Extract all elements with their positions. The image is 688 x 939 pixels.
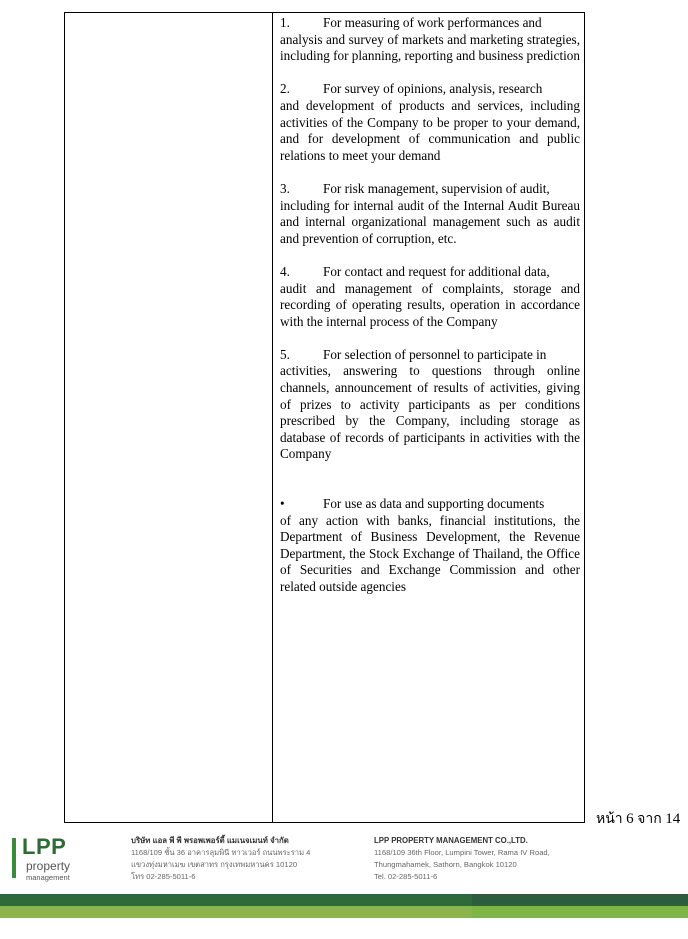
english-phone: Tel. 02-285-5011-6 [374,872,438,881]
item-text: including for internal audit of the Internal Audit Bureau and internal organizational management such as audit and prevention of corruption, etc. [280,197,580,246]
page-current: 6 [626,811,634,827]
thai-company-name: บริษัท แอล พี พี พรอพเพอร์ตี้ แมเนจเมนท์ จำกัด [131,836,289,845]
item-first-line: For selection of personnel to participate in [323,346,547,362]
item-number: 2. [280,81,290,97]
item-number: 5. [280,346,290,362]
column-divider [272,13,273,822]
bullet-icon: • [280,496,285,512]
english-company-name: LPP PROPERTY MANAGEMENT CO.,LTD. [374,836,528,845]
footer-band-light-right [472,906,688,918]
item-text: audit and management of complaints, storage and recording of operating results, operation in accordance with the internal process of the Company [280,280,580,329]
item-first-line: For use as data and supporting documents [323,496,545,512]
item-text: activities, answering to questions through online channels, announcement of results of activities, giving of prizes to activity participants as per conditions prescribed by the Company, including storage as database of records of participants in activities with the Company [280,363,580,462]
item-number: 4. [280,263,290,279]
item-text: and development of products and services, including activities of the Company to be proper to your demand, and for development of communication and public relations to meet your demand [280,97,580,163]
logo-sub-text: property [26,859,71,873]
list-item [280,81,580,164]
logo-sub2-text: management [26,873,70,882]
item-text: analysis and survey of markets and marketing strategies, including for planning, reporting and business prediction [280,31,580,64]
footer [0,828,688,939]
list-item [280,15,580,65]
thai-address-line: 1168/109 ชั้น 36 อาคารลุมพินี ทาวเวอร์ ถนนพระราม 4 [131,848,311,857]
company-logo [12,834,92,882]
list-item [280,347,580,463]
thai-address [131,835,310,883]
page-middle: จาก [637,812,662,827]
page-number [596,808,680,830]
list-item [280,264,580,330]
item-first-line: For measuring of work performances and [323,15,542,30]
item-number: 3. [280,180,290,196]
list-item [280,181,580,247]
item-first-line: For risk management, supervision of audit, [323,180,550,196]
logo-bar [12,838,16,878]
footer-band-dark-right [472,894,688,906]
thai-phone: โทร 02-285-5011-6 [131,872,196,881]
footer-band-light [0,906,472,918]
item-first-line: For contact and request for additional data, [323,263,550,279]
thai-address-line: แขวงทุ่งมหาเมฆ เขตสาทร กรุงเทพมหานคร 10120 [131,860,298,869]
purposes-column [280,15,580,612]
item-first-line: For survey of opinions, analysis, research [323,81,543,97]
item-text: of any action with banks, financial institutions, the Department of Business Development, the Revenue Department, the Stock Exchange of Thailand, the Office of Securities and Exchange Commission and other related outside agencies [280,512,580,594]
bullet-item [280,496,580,596]
english-address-line: 1168/109 36th Floor, Lumpini Tower, Rama IV Road, [374,848,550,857]
page-prefix: หน้า [596,812,623,827]
logo-main-text: LPP [22,834,67,859]
page-total: 14 [665,811,681,827]
document-table [64,12,585,823]
item-number: 1. [280,15,290,30]
english-address-line: Thungmahamek, Sathorn, Bangkok 10120 [374,860,517,869]
english-address [374,835,550,883]
